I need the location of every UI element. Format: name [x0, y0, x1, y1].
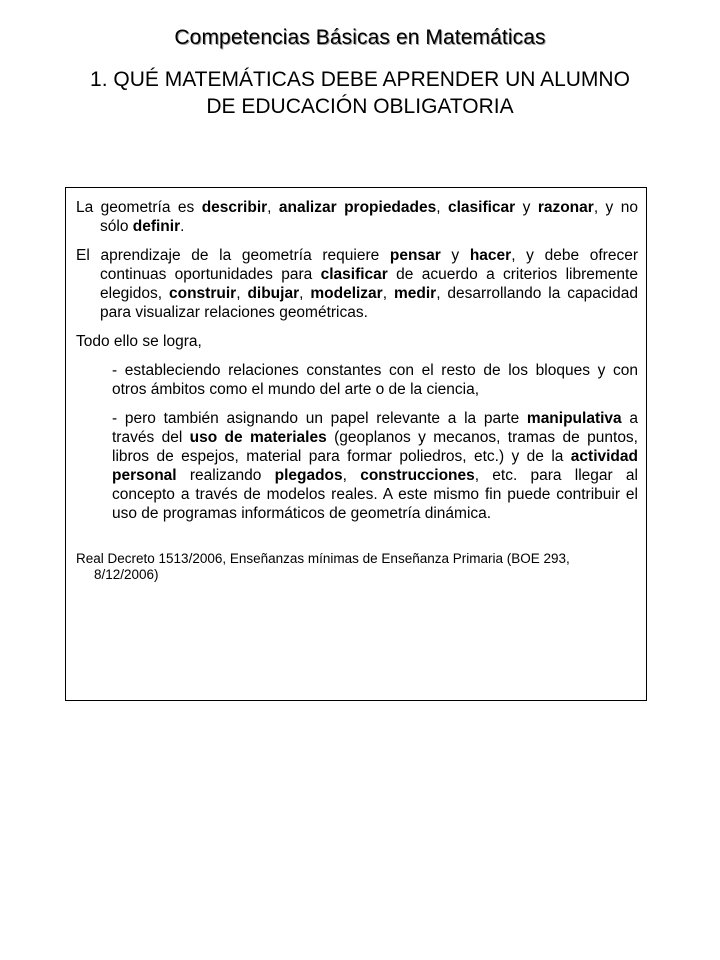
content-box [65, 187, 647, 701]
text-run: , [382, 285, 394, 302]
paragraph-intro: Todo ello se logra, [76, 333, 202, 350]
bold-term: modelizar [310, 285, 383, 302]
paragraph-geometry-learning [76, 246, 638, 322]
bold-term: pensar [389, 247, 441, 264]
text-run: , [436, 199, 448, 216]
bold-term: plegados [274, 467, 343, 484]
citation: Real Decreto 1513/2006, Enseñanzas mínimas de Enseñanza Primaria (BOE 293, 8/12/2006) [76, 551, 570, 582]
text-run: , [267, 199, 279, 216]
paragraph-geometry-definition [76, 198, 638, 236]
text-run: realizando [176, 467, 275, 484]
spacer [76, 533, 638, 551]
bold-term: manipulativa [526, 410, 622, 427]
section-heading [0, 66, 720, 120]
bold-term: describir [201, 199, 268, 216]
text-run: . [180, 218, 185, 235]
bold-term: construir [169, 285, 237, 302]
bold-term: construcciones [360, 467, 475, 484]
page-title: Competencias Básicas en Matemáticas [174, 26, 546, 49]
bold-term: medir [393, 285, 437, 302]
text-run: El aprendizaje de la geometría requiere [76, 247, 390, 264]
bold-term: analizar propiedades [278, 199, 437, 216]
section-heading-line-1: 1. QUÉ MATEMÁTICAS DEBE APRENDER UN ALUMNO [90, 68, 630, 91]
bold-term: clasificar [320, 266, 388, 283]
text-run: , desarrollando la capacidad para visualizar relaciones geométricas. [100, 285, 638, 321]
text-run: y [440, 247, 470, 264]
list-item-relations: - estableciendo relaciones constantes con el resto de los bloques y con otros ámbitos como el mundo del arte o de la ciencia, [112, 362, 638, 398]
bold-term: definir [132, 218, 181, 235]
bold-term: clasificar [447, 199, 516, 216]
text-run: - pero también asignando un papel relevante a la parte [112, 410, 527, 427]
bold-term: dibujar [247, 285, 300, 302]
text-run: La geometría es [76, 199, 202, 216]
text-run: y [515, 199, 538, 216]
text-run: , y no sólo [100, 199, 638, 235]
bold-term: uso de materiales [189, 429, 327, 446]
bold-term: hacer [469, 247, 512, 264]
text-run: , [299, 285, 311, 302]
text-run: , etc. para llegar al concepto a través de modelos reales. A este mismo fin puede contribuir el uso de programas informáticos de geometría dinámica. [112, 467, 638, 522]
text-run: , [236, 285, 248, 302]
bold-term: actividad personal [112, 448, 638, 484]
text-run: a través del [112, 410, 638, 446]
list-item-manipulative [76, 409, 638, 523]
section-heading-line-2: DE EDUCACIÓN OBLIGATORIA [206, 95, 514, 118]
text-run: de acuerdo a criterios libremente elegidos, [100, 266, 638, 302]
text-run: , [342, 467, 361, 484]
text-run: (geoplanos y mecanos, tramas de puntos, libros de espejos, material para formar poliedros, etc.) y de la [112, 429, 638, 465]
text-run: , y debe ofrecer continuas oportunidades para [100, 247, 638, 283]
bold-term: razonar [537, 199, 594, 216]
